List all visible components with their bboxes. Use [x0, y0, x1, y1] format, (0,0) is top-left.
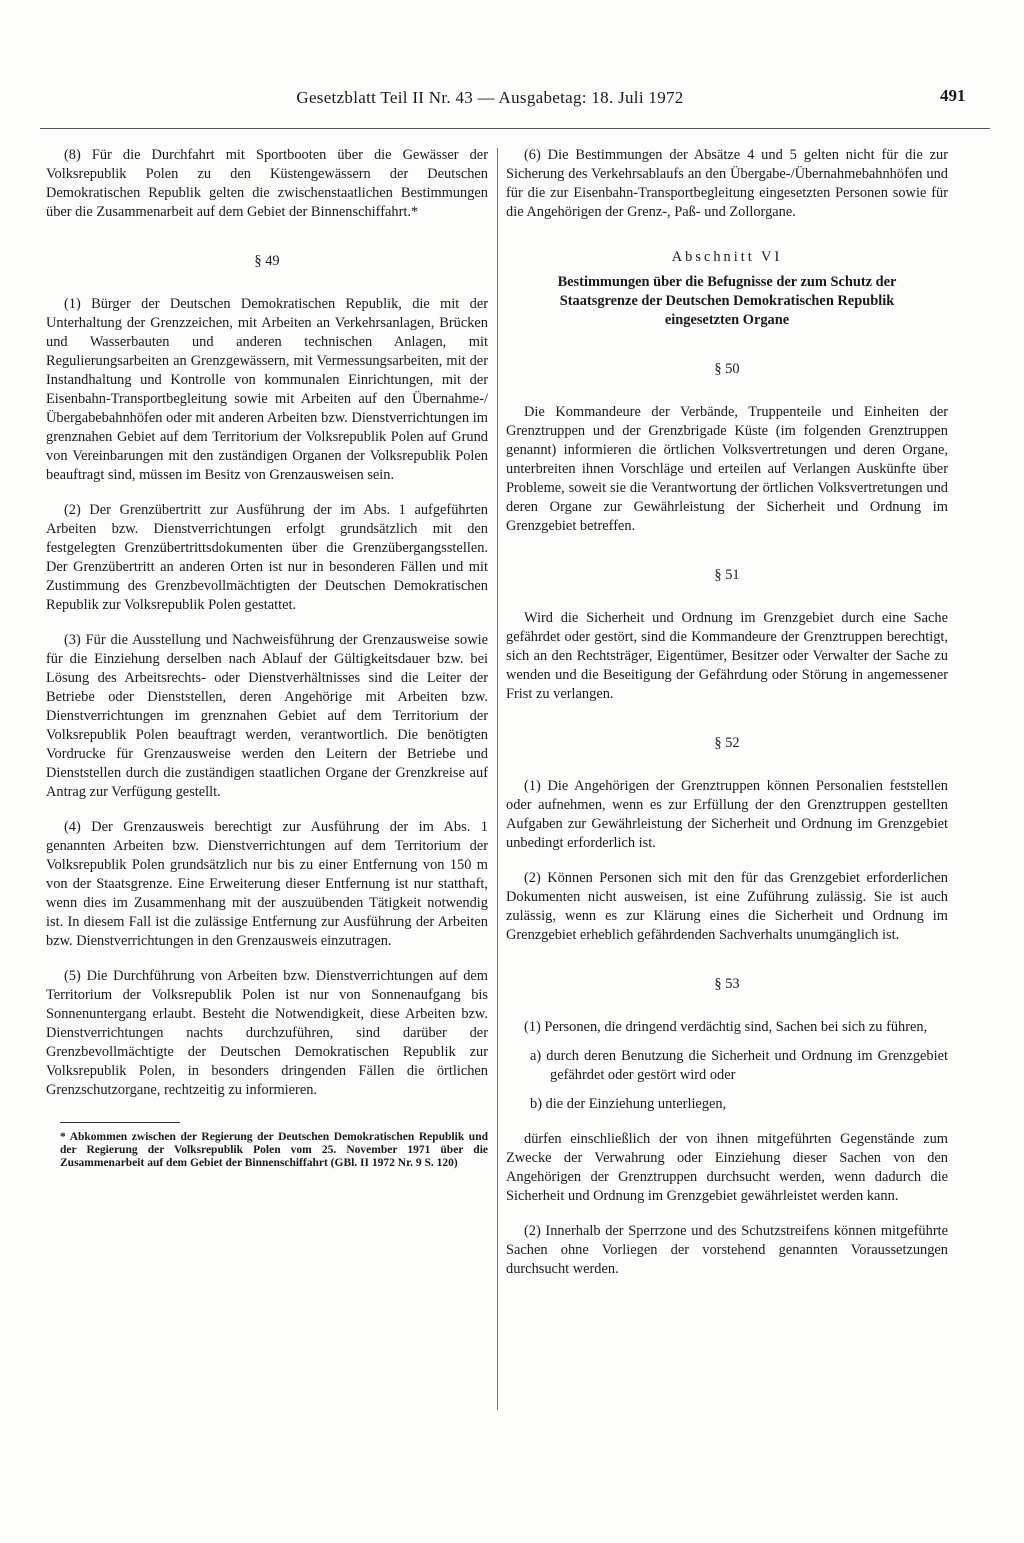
right-column [506, 146, 948, 1279]
page-header: Gesetzblatt Teil II Nr. 43 — Ausgabetag: 18. Juli 1972 [296, 88, 684, 107]
paragraph-52-2: (2) Können Personen sich mit den für das Grenzgebiet erforderlichen Dokumenten nicht ausweisen, ist eine Zuführung zulässig. Sie ist auch zulässig, wenn es zur Klärung eines die Sicherheit und Ordnung im Grenzgebiet erheblich gefährdenden Sachverhalts unumgänglich ist. [506, 870, 948, 943]
footnote-divider [60, 1122, 180, 1123]
paragraph-53-continuation: dürfen einschließlich der von ihnen mitgeführten Gegenstände zum Zwecke der Verwahrung oder Einziehung dieser Sachen von den Angehörigen der Grenztruppen durchsucht werden, wenn dadurch die Sicherheit und Ordnung im Grenzgebiet gewährleistet werden kann. [506, 1131, 948, 1204]
paragraph-51: Wird die Sicherheit und Ordnung im Grenzgebiet durch eine Sache gefährdet oder gestört, sind die Kommandeure der Grenztruppen berechtigt, sich an den Rechtsträger, Eigentümer, Besitzer oder Verwalter der Sache zu wenden und die Beseitigung der Gefährdung oder Störung in angemessener Frist zu verlangen. [506, 610, 948, 702]
paragraph-52-1: (1) Die Angehörigen der Grenztruppen können Personalien feststellen oder aufnehmen, wenn es zur Erfüllung der den Grenztruppen gestellten Aufgaben zur Gewährleistung der Sicherheit und Ordnung im Grenzgebiet unbedingt erforderlich ist. [506, 778, 948, 851]
paragraph-49-4: (4) Der Grenzausweis berechtigt zur Ausführung der im Abs. 1 genannten Arbeiten bzw. Dienstverrichtungen auf dem Territorium der Volksrepublik Polen grundsätzlich nur bis zu einer Entfernung von 150 m von der Staatsgrenze. Eine Erweiterung dieser Entfernung ist nur statthaft, wenn dies im Zusammenhang mit der auszuübenden Tätigkeit notwendig ist. In diesem Fall ist die zulässige Entfernung zur Ausführung der Arbeiten bzw. Dienstverrichtungen in den Grenzausweis einzutragen. [46, 819, 488, 949]
abschnitt-title: Bestimmungen über die Befugnisse der zum Schutz der Staatsgrenze der Deutschen Demokratischen Republik eingesetzten Organe [557, 274, 897, 328]
section-heading-50: § 50 [714, 361, 740, 377]
paragraph-49-5: (5) Die Durchführung von Arbeiten bzw. Dienstverrichtungen auf dem Territorium der Volksrepublik Polen ist nur von Sonnenaufgang bis Sonnenuntergang erlaubt. Besteht die Notwendigkeit, diese Arbeiten bzw. Dienstverrichtungen nachts durchzuführen, sind darüber der Grenzbevollmächtigte der Deutschen Demokratischen Republik zur Volksrepublik Polen, in besonders dringenden Fällen die örtlichen Grenzschutzorgane, rechtzeitig zu informieren. [46, 968, 488, 1098]
paragraph-8: (8) Für die Durchfahrt mit Sportbooten über die Gewässer der Volksrepublik Polen zu den Küstengewässern der Deutschen Demokratischen Republik gelten die zwischenstaatlichen Bestimmungen über die Zusammenarbeit auf dem Gebiet der Binnenschiffahrt.* [46, 147, 488, 220]
section-heading-52: § 52 [714, 735, 740, 751]
abschnitt-heading: Abschnitt VI [671, 249, 783, 265]
section-heading-53: § 53 [714, 976, 740, 992]
paragraph-50: Die Kommandeure der Verbände, Truppenteile und Einheiten der Grenztruppen und der Grenzbrigade Küste (im folgenden Grenztruppen genannt) informieren die örtlichen Volksvertretungen und deren Organe, unterbreiten ihnen Vorschläge und erteilen auf Verlangen Auskünfte über Probleme, soweit sie die Verantwortung der örtlichen Volksvertretungen und deren Organe zur Gewährleistung der Sicherheit und Ordnung im Grenzgebiet betreffen. [506, 404, 948, 534]
header-divider [40, 128, 990, 129]
left-column [46, 146, 488, 1170]
section-heading-51: § 51 [714, 567, 740, 583]
list-item-53-a: a) durch deren Benutzung die Sicherheit und Ordnung im Grenzgebiet gefährdet oder gestört wird oder [530, 1048, 948, 1083]
column-divider [497, 148, 498, 1410]
paragraph-49-3: (3) Für die Ausstellung und Nachweisführung der Grenzausweise sowie für die Einziehung derselben nach Ablauf der Gültigkeitsdauer bzw. bei Lösung des Arbeitsrechts- oder Dienstverhältnisses sind die Leiter der Betriebe oder Dienststellen, deren Angehörige mit Arbeiten bzw. Dienstverrichtungen im grenznahen Gebiet auf dem Territorium der Volksrepublik Polen beauftragt werden, verantwortlich. Die benötigten Vordrucke für Grenzausweise werden den Leitern der Betriebe und Dienststellen durch die zuständigen staatlichen Organe der Grenzkreise auf Antrag zur Verfügung gestellt. [46, 632, 488, 800]
paragraph-49-1: (1) Bürger der Deutschen Demokratischen Republik, die mit der Unterhaltung der Grenzzeichen, mit Arbeiten an Verkehrsanlagen, Brücken und Wasserbauten und anderen technischen Anlagen, mit Regulierungsarbeiten an Grenzgewässern, mit Vermessungsarbeiten, mit der Instandhaltung und Kontrolle von kommunalen Einrichtungen, mit der Eisenbahn-Transportbegleitung sowie mit Arbeiten auf den Übernahme-/Übergabebahnhöfen oder mit anderen Arbeiten bzw. Dienstverrichtungen im grenznahen Gebiet auf dem Territorium der Volksrepublik Polen auf Grund von Vereinbarungen mit den zuständigen Organen der Volksrepublik Polen beauftragt sind, müssen im Besitz von Grenzausweisen sein. [46, 296, 488, 483]
section-heading-49: § 49 [254, 253, 280, 269]
page-number: 491 [940, 86, 966, 105]
paragraph-49-2: (2) Der Grenzübertritt zur Ausführung der im Abs. 1 aufgeführten Arbeiten bzw. Dienstverrichtungen erfolgt grundsätzlich mit den festgelegten Grenzübertrittsdokumenten über die Grenzübergangsstellen. Der Grenzübertritt an anderen Orten ist nur in besonderen Fällen und mit Zustimmung des Grenzbevollmächtigten der Deutschen Demokratischen Republik zur Volksrepublik Polen gestattet. [46, 502, 488, 613]
footnote: * Abkommen zwischen der Regierung der Deutschen Demokratischen Republik und der Regierung der Volksrepublik Polen vom 25. November 1971 über die Zusammenarbeit auf dem Gebiet der Binnenschiffahrt (GBl. II 1972 Nr. 9 S. 120) [60, 1131, 488, 1169]
paragraph-6: (6) Die Bestimmungen der Absätze 4 und 5 gelten nicht für die zur Sicherung des Verkehrsablaufs an den Übergabe-/Übernahmebahnhöfen und für die zur Eisenbahn-Transportbegleitung eingesetzten Personen sowie für die Angehörigen der Grenz-, Paß- und Zollorgane. [506, 147, 948, 220]
list-item-53-b: b) die der Einziehung unterliegen, [530, 1096, 727, 1112]
paragraph-53-1: (1) Personen, die dringend verdächtig sind, Sachen bei sich zu führen, [524, 1019, 928, 1035]
paragraph-53-2: (2) Innerhalb der Sperrzone und des Schutzstreifens können mitgeführte Sachen ohne Vorliegen der vorstehend genannten Voraussetzungen durchsucht werden. [506, 1223, 948, 1277]
